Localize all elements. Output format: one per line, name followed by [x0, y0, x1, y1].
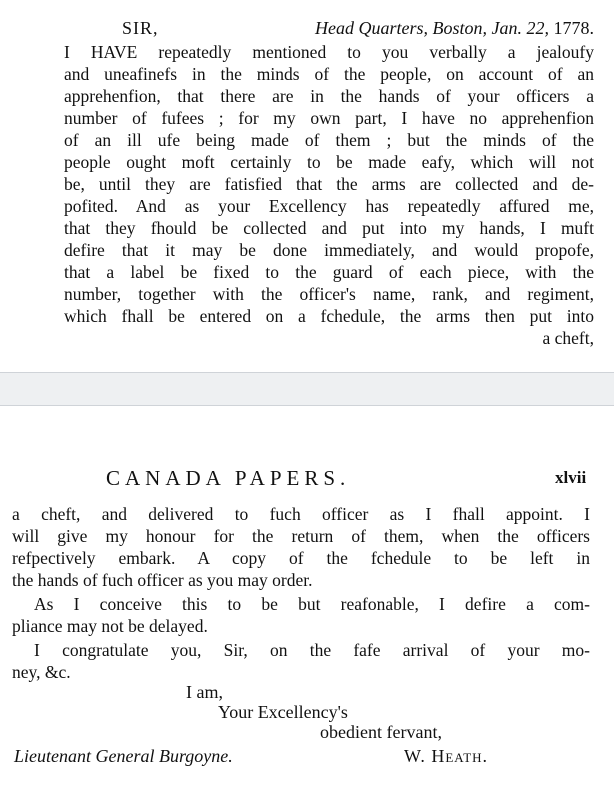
signature: W. Heath.	[404, 746, 489, 766]
text-line: which fhall be entered on a fchedule, the arms then put into	[64, 306, 594, 326]
letter-heading	[64, 18, 594, 42]
text-line: the hands of fuch officer as you may order.	[12, 570, 313, 590]
page-number: xlvii	[555, 468, 587, 487]
text-line: will give my honour for the return of them, when the officers	[12, 526, 590, 546]
dateline	[315, 18, 594, 39]
addressee: Lieutenant General Burgoyne.	[14, 746, 233, 766]
catchword: a cheft,	[542, 328, 594, 348]
closing-servant: obedient fervant,	[320, 722, 442, 742]
text-line: pliance may not be delayed.	[12, 616, 208, 636]
running-head-title: CANADA PAPERS.	[106, 466, 351, 490]
page-separator	[0, 372, 614, 406]
text-line: of an ill ufe being made of them ; but the minds of the	[64, 130, 594, 150]
text-line: that they fhould be collected and put into my hands, I muft	[64, 218, 594, 238]
text-line: As I conceive this to be but reafonable, I defire a com-	[34, 594, 590, 614]
bottom-page	[0, 406, 614, 800]
text-line: and uneafinefs in the minds of the people, on account of an	[64, 64, 594, 84]
text-line: refpectively embark. A copy of the fchedule to be left in	[12, 548, 590, 568]
text-line: people ought moft certainly to be made eafy, which will not	[64, 152, 594, 172]
text-line: ney, &c.	[12, 662, 71, 682]
text-line: I congratulate you, Sir, on the fafe arrival of your mo-	[34, 640, 590, 660]
closing-i-am: I am,	[186, 682, 223, 702]
text-line: defire that it may be done immediately, and would propofe,	[64, 240, 594, 260]
text-line: I HAVE repeatedly mentioned to you verbally a jealoufy	[64, 42, 594, 62]
text-line: a cheft, and delivered to fuch officer as I fhall appoint. I	[12, 504, 590, 524]
text-line: pofited. And as your Excellency has repeatedly affured me,	[64, 196, 594, 216]
text-line: be, until they are fatisfied that the arms are collected and de-	[64, 174, 594, 194]
dateline-year: 1778.	[553, 18, 594, 38]
top-page	[0, 0, 614, 372]
salutation: SIR,	[122, 18, 159, 38]
text-line: apprehenfion, that there are in the hands of your officers a	[64, 86, 594, 106]
text-line: that a label be fixed to the guard of each piece, with the	[64, 262, 594, 282]
text-line: number, together with the officer's name, rank, and regiment,	[64, 284, 594, 304]
closing-your-excellency: Your Excellency's	[218, 702, 348, 722]
running-head	[0, 466, 614, 496]
text-line: number of fufees ; for my own part, I have no apprehenfion	[64, 108, 594, 128]
dateline-place: Head Quarters, Boston, Jan. 22,	[315, 18, 549, 38]
